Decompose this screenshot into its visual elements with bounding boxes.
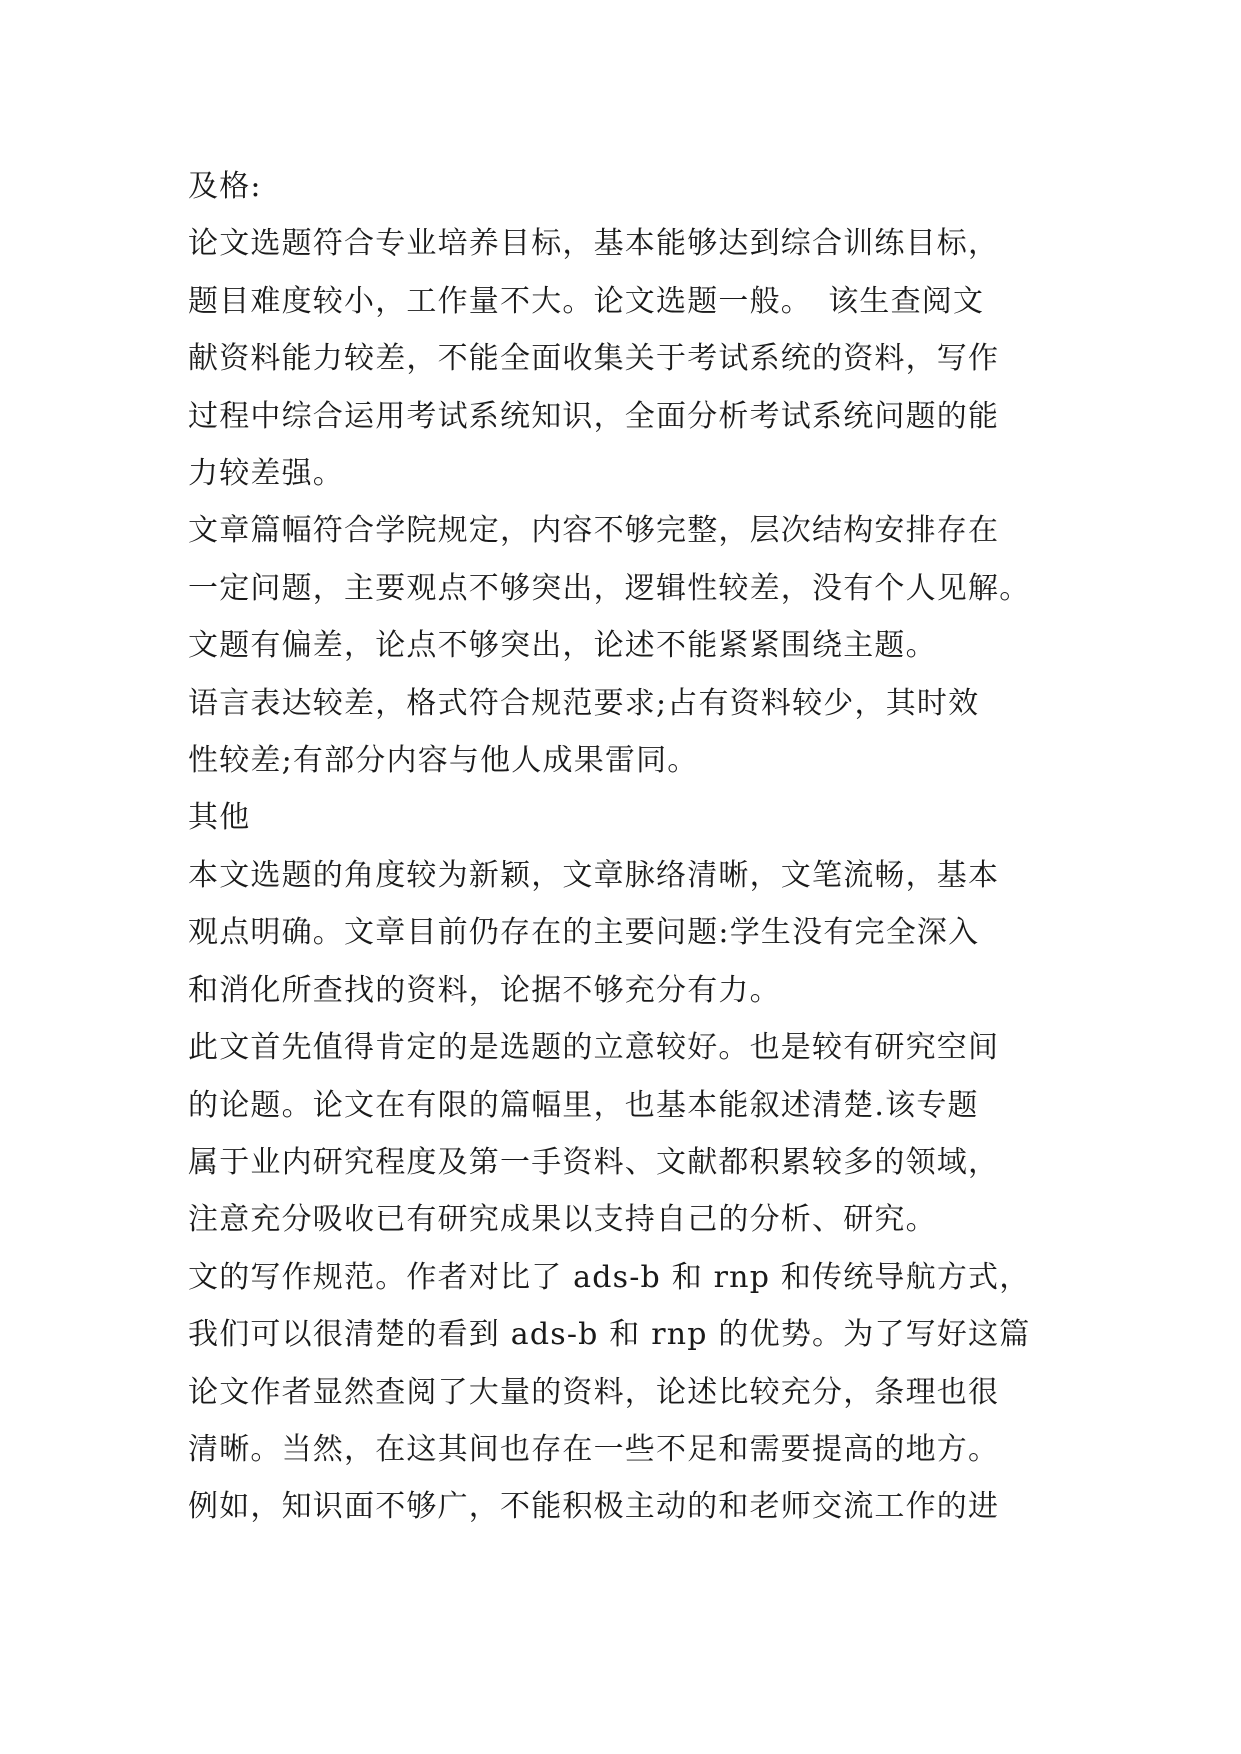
text-line-04: 献资料能力较差，不能全面收集关于考试系统的资料，写作	[188, 341, 1000, 377]
text-line-03: 题目难度较小，工作量不大。论文选题一般。 该生查阅文	[188, 283, 985, 319]
text-line-02: 论文选题符合专业培养目标，基本能够达到综合训练目标，	[188, 226, 1000, 262]
text-line-01: 及格:	[188, 169, 262, 204]
text-line-16: 此文首先值得肯定的是选题的立意较好。也是较有研究空间	[188, 1030, 1000, 1066]
text-line-24: 例如，知识面不够广，不能积极主动的和老师交流工作的进	[188, 1489, 1000, 1525]
text-line-19: 注意充分吸收已有研究成果以支持自己的分析、研究。	[188, 1202, 937, 1238]
text-line-15: 和消化所查找的资料，论据不够充分有力。	[188, 972, 781, 1008]
text-line-08: 一定问题，主要观点不够突出，逻辑性较差，没有个人见解。	[188, 570, 1031, 606]
text-line-10: 语言表达较差，格式符合规范要求;占有资料较少，其时效	[188, 685, 980, 721]
text-line-20: 文的写作规范。作者对比了 ads-b 和 rnp 和传统导航方式，	[188, 1259, 1031, 1295]
text-line-06: 力较差强。	[188, 456, 344, 492]
text-line-14: 观点明确。文章目前仍存在的主要问题:学生没有完全深入	[188, 915, 980, 951]
text-line-09: 文题有偏差，论点不够突出，论述不能紧紧围绕主题。	[188, 628, 937, 664]
text-line-07: 文章篇幅符合学院规定，内容不够完整，层次结构安排存在	[188, 513, 1000, 549]
document-body	[188, 158, 1088, 1536]
text-line-05: 过程中综合运用考试系统知识，全面分析考试系统问题的能	[188, 398, 1000, 434]
text-line-22: 论文作者显然查阅了大量的资料，论述比较充分，条理也很	[188, 1374, 1000, 1410]
text-line-13: 本文选题的角度较为新颖，文章脉络清晰，文笔流畅，基本	[188, 857, 1000, 893]
text-line-18: 属于业内研究程度及第一手资料、文献都积累较多的领域，	[188, 1144, 1000, 1180]
text-line-17: 的论题。论文在有限的篇幅里，也基本能叙述清楚.该专题	[188, 1087, 979, 1123]
text-line-12: 其他	[188, 800, 251, 836]
text-line-23: 清晰。当然，在这其间也存在一些不足和需要提高的地方。	[188, 1431, 1000, 1467]
text-line-11: 性较差;有部分内容与他人成果雷同。	[188, 743, 699, 779]
text-line-21: 我们可以很清楚的看到 ads-b 和 rnp 的优势。为了写好这篇	[188, 1317, 1031, 1353]
